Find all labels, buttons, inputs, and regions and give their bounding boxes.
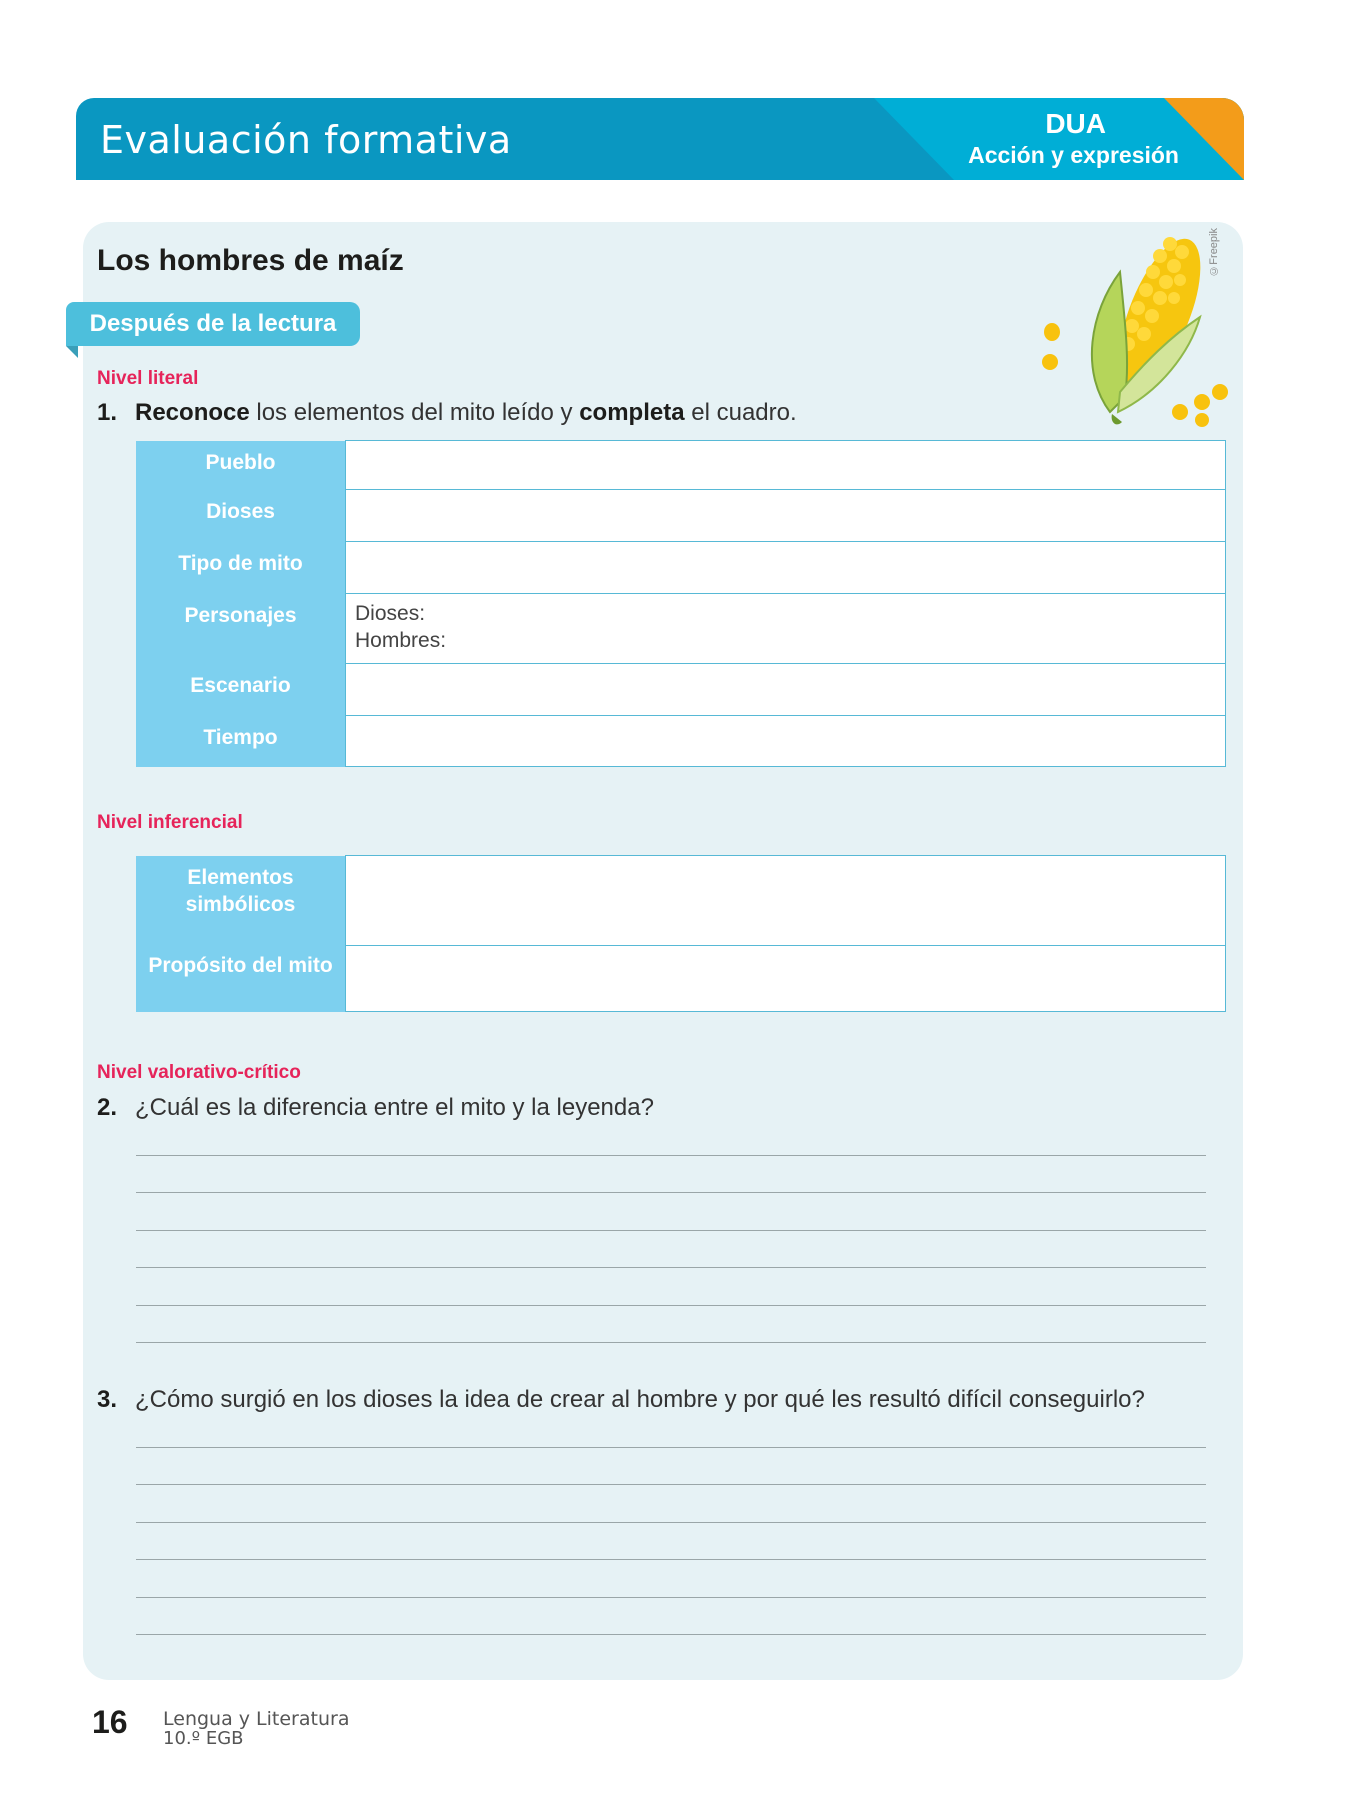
level-valorativo-critico: Nivel valorativo-crítico [97,1062,301,1083]
footer-subject: Lengua y Literatura [163,1708,350,1730]
answer-cell-proposito[interactable] [346,946,1226,1012]
answer-line[interactable] [136,1118,1206,1156]
answer-line[interactable] [136,1485,1206,1523]
question-text: ¿Cuál es la diferencia entre el mito y la leyenda? [135,1094,654,1121]
page-number: 16 [92,1704,128,1740]
row-label-tiempo: Tiempo [136,716,346,767]
personajes-hombres-label: Hombres: [355,629,447,652]
literal-table [136,440,1226,767]
inferencial-table [136,855,1226,1012]
answer-line[interactable] [136,1448,1206,1486]
answer-cell-dioses[interactable] [346,490,1226,542]
personajes-dioses-label: Dioses: [355,602,426,625]
question-verb-completa: completa [579,399,685,426]
section-tab: Después de la lectura [66,302,360,346]
row-label-dioses: Dioses [136,490,346,542]
question-number: 2. [97,1094,118,1121]
question-number: 3. [97,1386,118,1413]
question-text: ¿Cómo surgió en los dioses la idea de crear al hombre y por qué les resultó difícil conseguirlo? [135,1386,1145,1413]
level-inferencial: Nivel inferencial [97,812,243,833]
answer-line[interactable] [136,1231,1206,1269]
row-label-line: simbólicos [185,892,296,916]
tab-tail [66,346,78,358]
corn-icon [1030,222,1230,432]
answer-line[interactable] [136,1306,1206,1344]
row-label-pueblo: Pueblo [136,441,346,490]
question-text: los elementos del mito leído y [249,399,580,426]
question-number: 1. [97,399,118,426]
answer-lines-q3[interactable] [136,1410,1206,1635]
footer-grade: 10.º EGB [163,1728,244,1749]
question-text: el cuadro. [684,399,797,426]
answer-cell-tiempo[interactable] [346,716,1226,767]
question-verb-reconoce: Reconoce [135,399,250,426]
header-banner [76,98,1244,180]
question-1 [97,399,797,427]
row-label-tipo-de-mito: Tipo de mito [136,542,346,594]
answer-line[interactable] [136,1156,1206,1194]
page-title: Evaluación formativa [100,118,512,162]
row-label-escenario: Escenario [136,664,346,716]
dua-subtitle: Acción y expresión [968,142,1179,168]
answer-line[interactable] [136,1410,1206,1448]
answer-line[interactable] [136,1523,1206,1561]
row-label-elementos-simbolicos [136,856,346,946]
section-title: Los hombres de maíz [97,244,404,277]
answer-cell-escenario[interactable] [346,664,1226,716]
answer-cell-tipo-de-mito[interactable] [346,542,1226,594]
answer-cell-pueblo[interactable] [346,441,1226,490]
answer-line[interactable] [136,1598,1206,1636]
answer-line[interactable] [136,1560,1206,1598]
row-label-line: Elementos [187,865,294,889]
answer-cell-personajes[interactable] [346,594,1226,664]
image-credit: ©Freepik [1208,228,1220,277]
answer-line[interactable] [136,1268,1206,1306]
dua-label: DUA [1045,108,1106,139]
row-label-personajes: Personajes [136,594,346,664]
level-literal: Nivel literal [97,368,199,389]
answer-line[interactable] [136,1193,1206,1231]
answer-lines-q2[interactable] [136,1118,1206,1343]
row-label-proposito: Propósito del mito [136,946,346,1012]
answer-cell-elementos-simbolicos[interactable] [346,856,1226,946]
